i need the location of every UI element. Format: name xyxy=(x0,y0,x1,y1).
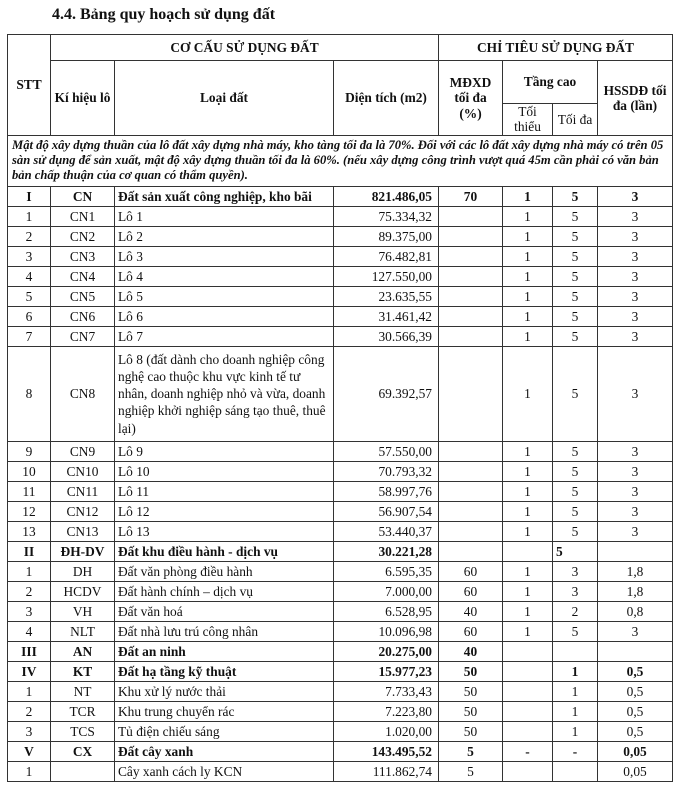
cell-floors-min xyxy=(503,721,553,741)
cell-floors-min: 1 xyxy=(503,621,553,641)
cell-floors-min: 1 xyxy=(503,306,553,326)
header-land-type: Loại đất xyxy=(115,61,334,136)
cell-land-type: Lô 10 xyxy=(115,461,334,481)
cell-mdxd xyxy=(439,246,503,266)
cell-floors-min: 1 xyxy=(503,286,553,306)
cell-lot-code: HCDV xyxy=(51,581,115,601)
cell-floors-min xyxy=(503,701,553,721)
cell-stt: 5 xyxy=(8,286,51,306)
cell-area: 20.275,00 xyxy=(334,641,439,661)
cell-area: 111.862,74 xyxy=(334,761,439,781)
cell-lot-code: AN xyxy=(51,641,115,661)
cell-area: 30.221,28 xyxy=(334,541,439,561)
cell-area: 1.020,00 xyxy=(334,721,439,741)
cell-area: 58.997,76 xyxy=(334,481,439,501)
cell-hssdd: 3 xyxy=(598,186,673,206)
cell-area: 89.375,00 xyxy=(334,226,439,246)
cell-area: 127.550,00 xyxy=(334,266,439,286)
cell-land-type: Lô 8 (đất dành cho doanh nghiệp công nghệ cao thuộc khu vực kinh tế tư nhân, doanh nghiệp nhỏ và vừa, doanh nghiệp khởi nghiệp sáng tạo thuê, thuê lại) xyxy=(115,346,334,441)
cell-floors-max: 5 xyxy=(553,326,598,346)
cell-floors-min: 1 xyxy=(503,206,553,226)
cell-mdxd xyxy=(439,441,503,461)
cell-hssdd: 0,5 xyxy=(598,661,673,681)
cell-floors-max: 1 xyxy=(553,681,598,701)
table-row xyxy=(8,286,673,306)
cell-mdxd xyxy=(439,501,503,521)
table-row xyxy=(8,226,673,246)
cell-hssdd: 0,8 xyxy=(598,601,673,621)
cell-hssdd: 3 xyxy=(598,461,673,481)
cell-floors-max: 3 xyxy=(553,581,598,601)
cell-hssdd: 3 xyxy=(598,226,673,246)
cell-mdxd: 40 xyxy=(439,601,503,621)
cell-area: 53.440,37 xyxy=(334,521,439,541)
cell-hssdd: 3 xyxy=(598,246,673,266)
cell-lot-code: TCS xyxy=(51,721,115,741)
group-row xyxy=(8,541,673,561)
cell-mdxd: 60 xyxy=(439,561,503,581)
cell-floors-min: 1 xyxy=(503,461,553,481)
cell-land-type: Lô 13 xyxy=(115,521,334,541)
cell-lot-code: CN5 xyxy=(51,286,115,306)
cell-land-type: Đất cây xanh xyxy=(115,741,334,761)
cell-lot-code: CN1 xyxy=(51,206,115,226)
cell-floors-max: 5 xyxy=(553,501,598,521)
cell-hssdd: 1,8 xyxy=(598,581,673,601)
cell-hssdd: 3 xyxy=(598,521,673,541)
cell-floors-min xyxy=(503,661,553,681)
cell-land-type: Lô 11 xyxy=(115,481,334,501)
cell-floors-max: 1 xyxy=(553,661,598,681)
cell-floors-min: 1 xyxy=(503,601,553,621)
cell-area: 76.482,81 xyxy=(334,246,439,266)
cell-floors-min: 1 xyxy=(503,441,553,461)
cell-area: 6.528,95 xyxy=(334,601,439,621)
cell-floors-min: 1 xyxy=(503,326,553,346)
cell-land-type: Đất hành chính – dịch vụ xyxy=(115,581,334,601)
cell-hssdd: 3 xyxy=(598,481,673,501)
cell-floors-max: 5 xyxy=(553,346,598,441)
cell-stt: IV xyxy=(8,661,51,681)
cell-area: 143.495,52 xyxy=(334,741,439,761)
cell-lot-code: DH xyxy=(51,561,115,581)
cell-area: 7.733,43 xyxy=(334,681,439,701)
cell-floors-min xyxy=(503,541,553,561)
cell-hssdd: 3 xyxy=(598,621,673,641)
cell-floors-min: 1 xyxy=(503,481,553,501)
cell-floors-max: 5 xyxy=(553,286,598,306)
cell-stt: 2 xyxy=(8,701,51,721)
cell-floors-max xyxy=(553,641,598,661)
cell-land-type: Lô 2 xyxy=(115,226,334,246)
table-row xyxy=(8,501,673,521)
cell-area: 57.550,00 xyxy=(334,441,439,461)
cell-stt: 1 xyxy=(8,561,51,581)
table-row xyxy=(8,326,673,346)
cell-lot-code: CN9 xyxy=(51,441,115,461)
table-row xyxy=(8,681,673,701)
cell-hssdd: 3 xyxy=(598,266,673,286)
cell-stt: 2 xyxy=(8,226,51,246)
cell-floors-min: 1 xyxy=(503,501,553,521)
header-hssdd: HSSDĐ tối đa (lần) xyxy=(598,61,673,136)
header-floors-min: Tối thiểu xyxy=(503,104,553,136)
cell-lot-code: TCR xyxy=(51,701,115,721)
cell-land-type: Tủ điện chiếu sáng xyxy=(115,721,334,741)
cell-floors-min: - xyxy=(503,741,553,761)
cell-lot-code xyxy=(51,761,115,781)
cell-lot-code: CN12 xyxy=(51,501,115,521)
cell-land-type: Lô 5 xyxy=(115,286,334,306)
cell-land-type: Lô 7 xyxy=(115,326,334,346)
cell-hssdd: 3 xyxy=(598,206,673,226)
cell-land-type: Lô 1 xyxy=(115,206,334,226)
cell-land-type: Đất văn hoá xyxy=(115,601,334,621)
cell-hssdd xyxy=(598,641,673,661)
cell-lot-code: NT xyxy=(51,681,115,701)
cell-floors-min: 1 xyxy=(503,266,553,286)
cell-hssdd: 3 xyxy=(598,501,673,521)
cell-floors-max: 5 xyxy=(553,226,598,246)
cell-area: 7.000,00 xyxy=(334,581,439,601)
cell-floors-min xyxy=(503,641,553,661)
cell-stt: I xyxy=(8,186,51,206)
cell-hssdd: 3 xyxy=(598,441,673,461)
cell-floors-max: 5 xyxy=(553,206,598,226)
cell-lot-code: CN6 xyxy=(51,306,115,326)
table-row xyxy=(8,266,673,286)
cell-mdxd xyxy=(439,541,503,561)
table-row xyxy=(8,481,673,501)
cell-mdxd xyxy=(439,286,503,306)
cell-lot-code: CN2 xyxy=(51,226,115,246)
group-row xyxy=(8,661,673,681)
cell-land-type: Khu trung chuyển rác xyxy=(115,701,334,721)
cell-floors-max: 1 xyxy=(553,701,598,721)
cell-mdxd: 50 xyxy=(439,681,503,701)
cell-floors-max: 5 xyxy=(553,521,598,541)
cell-mdxd xyxy=(439,326,503,346)
cell-stt: 13 xyxy=(8,521,51,541)
table-row xyxy=(8,761,673,781)
cell-area: 69.392,57 xyxy=(334,346,439,441)
cell-lot-code: CN13 xyxy=(51,521,115,541)
density-note: Mật độ xây dựng thuần của lô đất xây dựng nhà máy, kho tàng tối đa là 70%. Đối với các lô đất xây dựng nhà máy có trên 05 sàn sử dụng để sản xuất, mật độ xây dựng thuần tối đa là 60%. (nếu xây dựng công trình vượt quá 45m cần phải có văn bản bản chấp thuận của cơ quan có thẩm quyền). xyxy=(8,135,673,186)
cell-stt: 3 xyxy=(8,246,51,266)
cell-lot-code: ĐH-DV xyxy=(51,541,115,561)
cell-floors-max: 5 xyxy=(553,541,598,561)
cell-stt: 4 xyxy=(8,266,51,286)
cell-floors-min: 1 xyxy=(503,521,553,541)
cell-stt: V xyxy=(8,741,51,761)
cell-floors-max: 2 xyxy=(553,601,598,621)
table-row xyxy=(8,721,673,741)
cell-land-type: Lô 6 xyxy=(115,306,334,326)
cell-hssdd xyxy=(598,541,673,561)
table-row xyxy=(8,621,673,641)
header-stt: STT xyxy=(8,35,51,136)
cell-stt: 3 xyxy=(8,601,51,621)
table-row xyxy=(8,206,673,226)
table-row xyxy=(8,601,673,621)
cell-area: 821.486,05 xyxy=(334,186,439,206)
cell-stt: 1 xyxy=(8,206,51,226)
table-row xyxy=(8,521,673,541)
cell-land-type: Đất hạ tầng kỹ thuật xyxy=(115,661,334,681)
cell-mdxd xyxy=(439,481,503,501)
header-land-structure: CƠ CẤU SỬ DỤNG ĐẤT xyxy=(51,35,439,61)
cell-stt: 4 xyxy=(8,621,51,641)
cell-hssdd: 0,5 xyxy=(598,701,673,721)
cell-lot-code: CX xyxy=(51,741,115,761)
cell-floors-max: 5 xyxy=(553,306,598,326)
table-row xyxy=(8,461,673,481)
cell-floors-min xyxy=(503,681,553,701)
cell-stt: 6 xyxy=(8,306,51,326)
cell-land-type: Đất an ninh xyxy=(115,641,334,661)
cell-land-type: Đất sản xuất công nghiệp, kho bãi xyxy=(115,186,334,206)
cell-land-type: Lô 12 xyxy=(115,501,334,521)
cell-mdxd xyxy=(439,226,503,246)
cell-stt: 10 xyxy=(8,461,51,481)
cell-mdxd: 50 xyxy=(439,721,503,741)
header-area: Diện tích (m2) xyxy=(334,61,439,136)
cell-mdxd xyxy=(439,461,503,481)
cell-stt: III xyxy=(8,641,51,661)
table-row xyxy=(8,346,673,441)
cell-floors-max: 5 xyxy=(553,186,598,206)
land-use-table xyxy=(7,34,673,782)
cell-area: 56.907,54 xyxy=(334,501,439,521)
cell-floors-min: 1 xyxy=(503,581,553,601)
cell-floors-min: 1 xyxy=(503,186,553,206)
cell-lot-code: VH xyxy=(51,601,115,621)
cell-area: 31.461,42 xyxy=(334,306,439,326)
cell-lot-code: CN4 xyxy=(51,266,115,286)
cell-floors-max: 5 xyxy=(553,481,598,501)
table-row xyxy=(8,701,673,721)
cell-mdxd xyxy=(439,521,503,541)
cell-mdxd: 5 xyxy=(439,741,503,761)
cell-floors-max: 3 xyxy=(553,561,598,581)
cell-area: 15.977,23 xyxy=(334,661,439,681)
cell-hssdd: 3 xyxy=(598,346,673,441)
cell-stt: 3 xyxy=(8,721,51,741)
cell-floors-max: 5 xyxy=(553,461,598,481)
cell-area: 75.334,32 xyxy=(334,206,439,226)
cell-floors-min xyxy=(503,761,553,781)
cell-land-type: Cây xanh cách ly KCN xyxy=(115,761,334,781)
cell-stt: 1 xyxy=(8,761,51,781)
cell-land-type: Đất khu điều hành - dịch vụ xyxy=(115,541,334,561)
table-row xyxy=(8,441,673,461)
cell-mdxd: 40 xyxy=(439,641,503,661)
cell-land-type: Lô 3 xyxy=(115,246,334,266)
table-row xyxy=(8,581,673,601)
cell-hssdd: 3 xyxy=(598,306,673,326)
cell-floors-max: 1 xyxy=(553,721,598,741)
cell-floors-min: 1 xyxy=(503,561,553,581)
cell-stt: 11 xyxy=(8,481,51,501)
cell-mdxd: 50 xyxy=(439,701,503,721)
header-lot-code: Kí hiệu lô xyxy=(51,61,115,136)
cell-floors-max: 5 xyxy=(553,266,598,286)
cell-hssdd: 0,5 xyxy=(598,681,673,701)
cell-land-type: Đất văn phòng điều hành xyxy=(115,561,334,581)
cell-stt: II xyxy=(8,541,51,561)
section-heading: 4.4. Bảng quy hoạch sử dụng đất xyxy=(52,6,276,23)
cell-lot-code: CN11 xyxy=(51,481,115,501)
cell-area: 10.096,98 xyxy=(334,621,439,641)
cell-floors-max xyxy=(553,761,598,781)
cell-stt: 9 xyxy=(8,441,51,461)
cell-floors-max: 5 xyxy=(553,246,598,266)
cell-area: 70.793,32 xyxy=(334,461,439,481)
cell-land-type: Lô 4 xyxy=(115,266,334,286)
cell-hssdd: 1,8 xyxy=(598,561,673,581)
cell-mdxd xyxy=(439,346,503,441)
header-floors-max: Tối đa xyxy=(553,104,598,136)
header-floors: Tầng cao xyxy=(503,61,598,104)
cell-land-type: Khu xử lý nước thải xyxy=(115,681,334,701)
cell-stt: 7 xyxy=(8,326,51,346)
cell-lot-code: CN10 xyxy=(51,461,115,481)
cell-floors-min: 1 xyxy=(503,346,553,441)
cell-floors-min: 1 xyxy=(503,226,553,246)
group-row xyxy=(8,641,673,661)
cell-mdxd xyxy=(439,306,503,326)
cell-mdxd: 60 xyxy=(439,621,503,641)
cell-mdxd: 60 xyxy=(439,581,503,601)
cell-stt: 1 xyxy=(8,681,51,701)
cell-floors-max: 5 xyxy=(553,621,598,641)
cell-hssdd: 0,05 xyxy=(598,761,673,781)
cell-floors-max: - xyxy=(553,741,598,761)
cell-stt: 12 xyxy=(8,501,51,521)
header-row-groups xyxy=(8,35,673,61)
cell-mdxd: 5 xyxy=(439,761,503,781)
cell-lot-code: CN8 xyxy=(51,346,115,441)
cell-hssdd: 3 xyxy=(598,286,673,306)
cell-lot-code: CN xyxy=(51,186,115,206)
cell-stt: 2 xyxy=(8,581,51,601)
note-row xyxy=(8,135,673,186)
cell-mdxd xyxy=(439,206,503,226)
cell-hssdd: 3 xyxy=(598,326,673,346)
cell-floors-min: 1 xyxy=(503,246,553,266)
cell-stt: 8 xyxy=(8,346,51,441)
cell-lot-code: NLT xyxy=(51,621,115,641)
table-row xyxy=(8,561,673,581)
group-row xyxy=(8,186,673,206)
cell-lot-code: CN3 xyxy=(51,246,115,266)
cell-land-type: Đất nhà lưu trú công nhân xyxy=(115,621,334,641)
cell-area: 7.223,80 xyxy=(334,701,439,721)
header-row-columns xyxy=(8,61,673,104)
cell-mdxd xyxy=(439,266,503,286)
header-mdxd: MĐXD tối đa (%) xyxy=(439,61,503,136)
cell-hssdd: 0,5 xyxy=(598,721,673,741)
cell-hssdd: 0,05 xyxy=(598,741,673,761)
cell-mdxd: 50 xyxy=(439,661,503,681)
group-row xyxy=(8,741,673,761)
cell-area: 23.635,55 xyxy=(334,286,439,306)
cell-land-type: Lô 9 xyxy=(115,441,334,461)
cell-lot-code: CN7 xyxy=(51,326,115,346)
table-row xyxy=(8,246,673,266)
table-row xyxy=(8,306,673,326)
cell-mdxd: 70 xyxy=(439,186,503,206)
cell-area: 6.595,35 xyxy=(334,561,439,581)
cell-floors-max: 5 xyxy=(553,441,598,461)
cell-area: 30.566,39 xyxy=(334,326,439,346)
cell-lot-code: KT xyxy=(51,661,115,681)
header-land-indicators: CHỈ TIÊU SỬ DỤNG ĐẤT xyxy=(439,35,673,61)
